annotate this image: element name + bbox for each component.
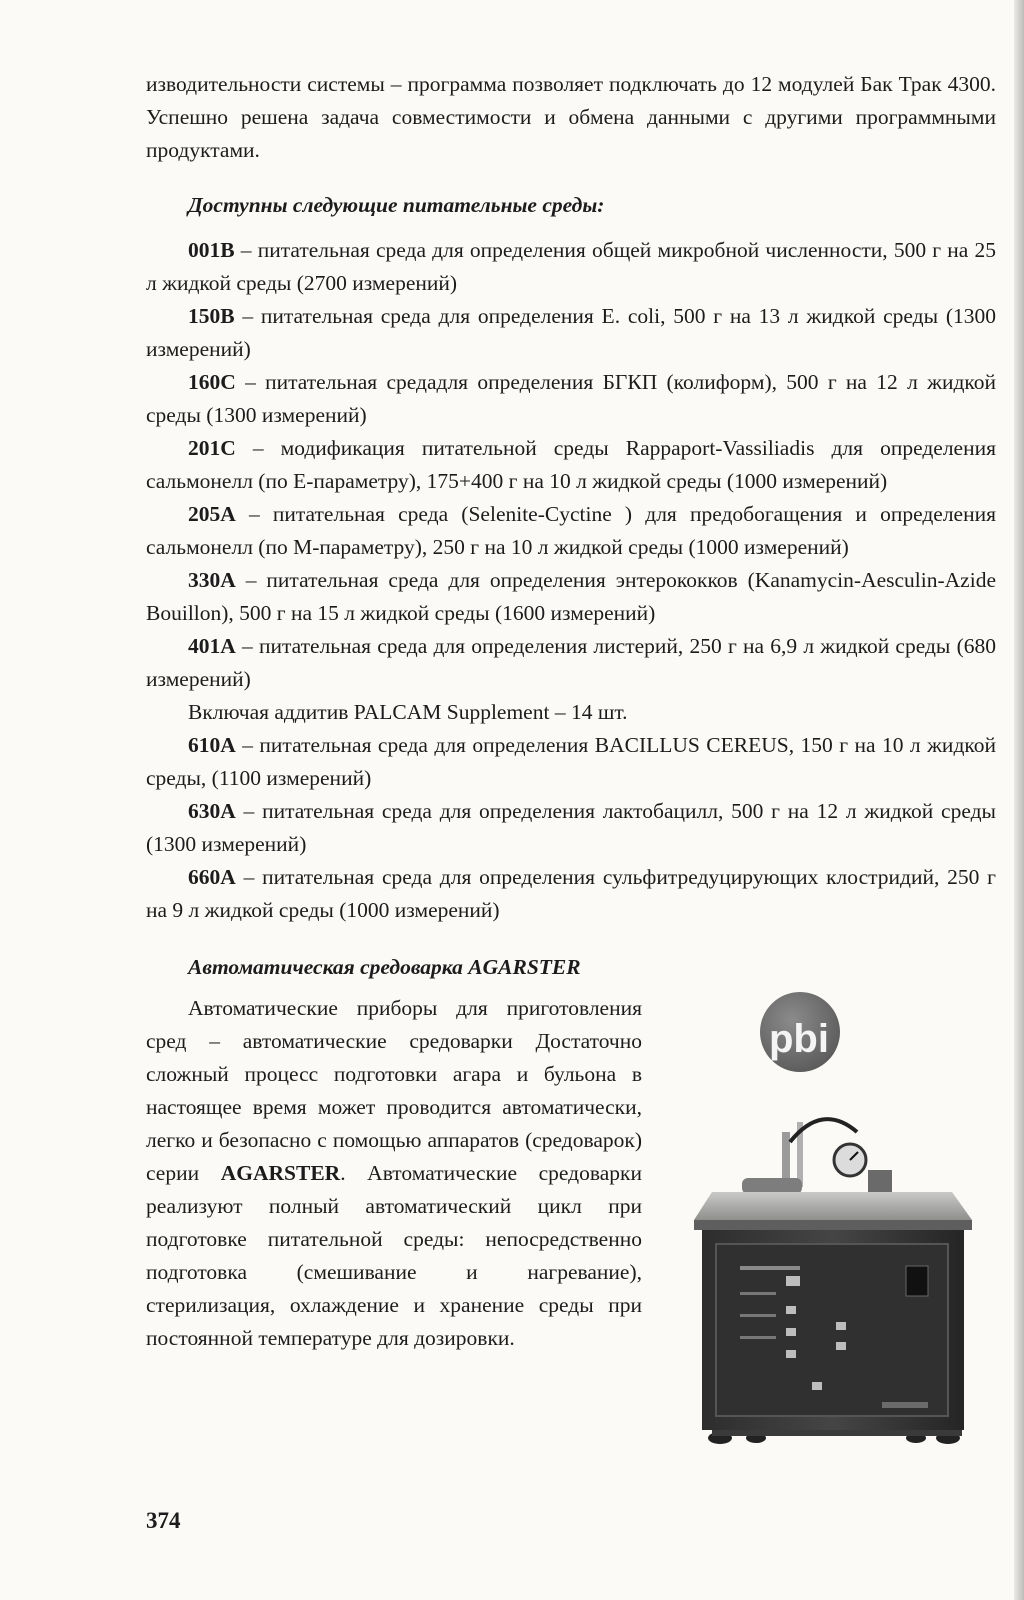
- media-description: – питательная среда для определения энтерококков (Kanamycin-Aesculin-Azide Bouillon), 500 г на 15 л жидкой среды (1600 измерений): [146, 568, 996, 625]
- media-code: 401А: [188, 634, 236, 658]
- media-description: – питательная среда для определения E. coli, 500 г на 13 л жидкой среды (1300 измерений): [146, 304, 996, 361]
- media-item: [146, 498, 996, 564]
- agarster-device-photo: [672, 982, 992, 1462]
- media-item: [146, 630, 996, 696]
- media-item: [146, 366, 996, 432]
- intro-paragraph: изводительности системы – программа позволяет подключать до 12 модулей Бак Трак 4300. Успешно решена задача совместимости и обмена данными с другими программными продуктами.: [146, 72, 996, 162]
- media-description: – модификация питательной среды Rappaport-Vassiliadis для определения сальмонелл (по Е-параметру), 175+400 г на 10 л жидкой среды (1000 измерений): [146, 436, 996, 493]
- agarster-paragraph: [146, 992, 642, 1355]
- media-description: – питательная среда (Selenite-Cyctine ) для предобогащения и определения сальмонелл (по М-параметру), 250 г на 10 л жидкой среды (1000 измерений): [146, 502, 996, 559]
- media-item: [146, 300, 996, 366]
- agarster-section: [146, 992, 996, 1355]
- media-description: – питательная среда для определения BACILLUS CEREUS, 150 г на 10 л жидкой среды, (1100 измерений): [146, 733, 996, 790]
- media-code: 205А: [188, 502, 236, 526]
- pbi-logo: [760, 992, 840, 1072]
- media-code: 160С: [188, 370, 236, 394]
- media-description: – питательная среда для определения сульфитредуцирующих клостридий, 250 г на 9 л жидкой среды (1000 измерений): [146, 865, 996, 922]
- media-description: – питательная среда для определения общей микробной численности, 500 г на 25 л жидкой среды (2700 измерений): [146, 238, 996, 295]
- agarster-text-before: Автоматические приборы для приготовления сред – автоматические средоварки Достаточно сложный процесс подготовки агара и бульона в настоящее время может проводится автоматически, легко и безопасно с помощью аппаратов (средоварок) серии: [146, 996, 642, 1185]
- media-description: – питательная среда для определения лактобацилл, 500 г на 12 л жидкой среды (1300 измерений): [146, 799, 996, 856]
- media-description: – питательная среда для определения листерий, 250 г на 6,9 л жидкой среды (680 измерений): [146, 634, 996, 691]
- media-code: 610А: [188, 733, 236, 757]
- media-item: [146, 795, 996, 861]
- media-item: [146, 432, 996, 498]
- media-code: 001В: [188, 238, 235, 262]
- media-code: 630А: [188, 799, 236, 823]
- svg-text:pbi: pbi: [769, 1017, 829, 1061]
- media-description: Включая аддитив PALCAM Supplement – 14 шт.: [188, 700, 628, 724]
- media-description: – питательная средадля определения БГКП (колиформ), 500 г на 12 л жидкой среды (1300 измерений): [146, 370, 996, 427]
- page-content: [146, 68, 996, 1355]
- media-item: [146, 234, 996, 300]
- media-code: 660А: [188, 865, 236, 889]
- agarster-brand: AGARSTER: [220, 1161, 341, 1185]
- media-code: 150В: [188, 304, 235, 328]
- media-item: [146, 696, 996, 729]
- page-number: 374: [146, 1508, 181, 1533]
- media-list: [146, 234, 996, 927]
- agarster-heading: Автоматическая средоварка AGARSTER: [188, 955, 581, 979]
- media-code: 330А: [188, 568, 236, 592]
- media-code: 201С: [188, 436, 236, 460]
- media-item: [146, 564, 996, 630]
- media-item: [146, 729, 996, 795]
- page-edge-shadow: [1014, 0, 1024, 1600]
- agarster-text-after: . Автоматические средоварки реализуют полный автоматический цикл при подготовке питательной среды: непосредственно подготовка (смешивание и нагревание), стерилизация, охлаждение и хранение среды при постоянной температуре для дозировки.: [146, 1161, 642, 1350]
- media-item: [146, 861, 996, 927]
- media-heading: Доступны следующие питательные среды:: [188, 193, 605, 217]
